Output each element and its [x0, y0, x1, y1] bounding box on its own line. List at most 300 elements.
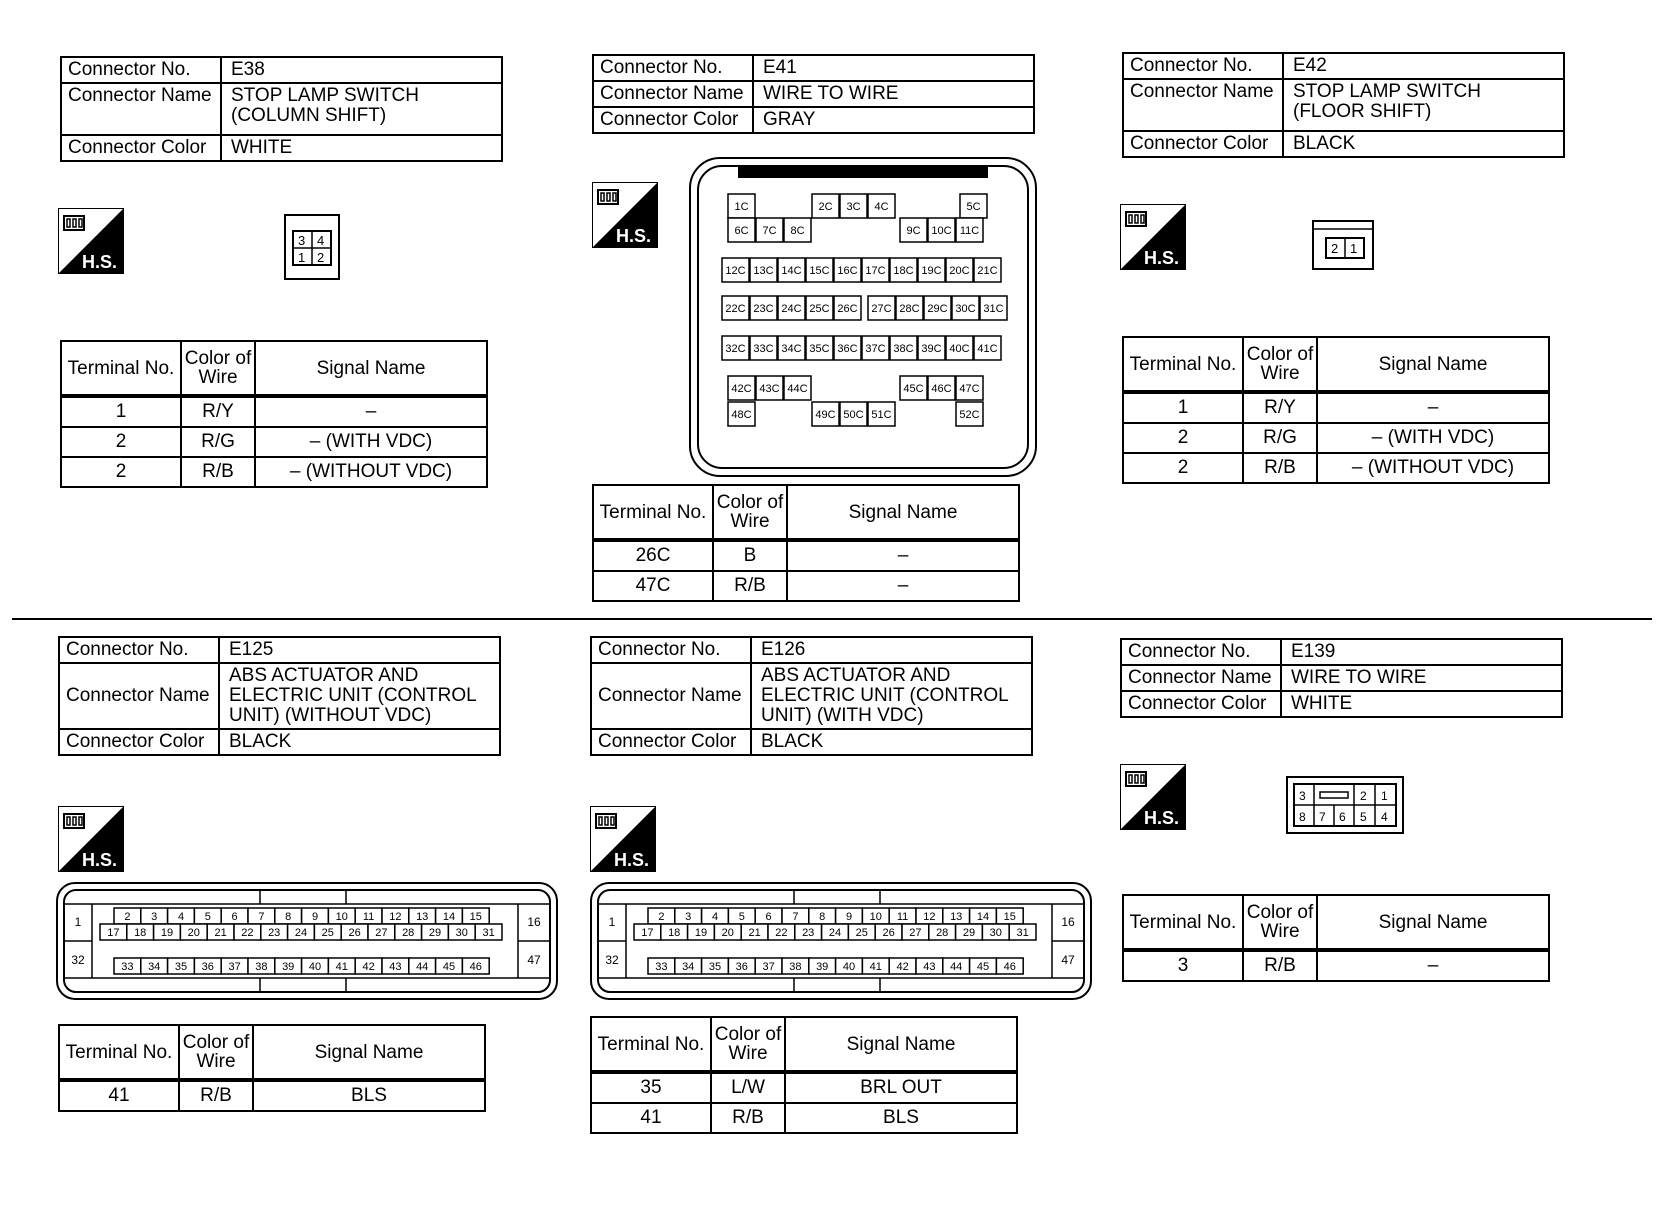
label-connector-name: Connector Name	[61, 83, 221, 135]
svg-text:H.S.: H.S.	[1144, 808, 1180, 828]
pin-cell	[806, 336, 833, 360]
pin-label: 8C	[790, 225, 805, 237]
pin-cell	[946, 336, 973, 360]
pin-label: 33	[121, 961, 134, 973]
pin-cell	[100, 924, 127, 940]
pin-cell	[924, 296, 951, 320]
connector-e139-panel	[1120, 638, 1563, 718]
pin-label: 15	[469, 911, 482, 923]
pin-cell	[221, 958, 248, 974]
pin-label: 51C	[871, 409, 892, 421]
pin-cell	[960, 194, 987, 218]
pin-label: 31	[1016, 927, 1029, 939]
section-divider	[12, 618, 1652, 620]
pin-label: 49C	[815, 409, 836, 421]
terminal-no-header: Terminal No.	[61, 341, 181, 396]
table-row: 47C R/B –	[593, 571, 1019, 601]
signal-name-header: Signal Name	[253, 1025, 485, 1080]
pin-label: 38	[255, 961, 268, 973]
connector-e41-panel	[592, 54, 1035, 134]
connector-e38-face	[284, 214, 340, 280]
pin-label: 16	[1061, 915, 1075, 929]
pin-cell	[862, 958, 889, 974]
label-connector-color: Connector Color	[1123, 131, 1283, 157]
pin-label: 11	[362, 911, 375, 923]
pin-label: 46	[1003, 961, 1016, 973]
pin-label: 41C	[977, 343, 998, 355]
pin-label: 33	[655, 961, 668, 973]
pin-label: 9C	[906, 225, 921, 237]
terminal-table-e38	[60, 340, 488, 488]
pin-cell	[916, 908, 943, 924]
pin-label: 7	[792, 911, 799, 923]
harness-side-icon	[1120, 204, 1186, 270]
pin-cell	[822, 924, 849, 940]
pin-label: 11C	[959, 225, 980, 237]
connector-e38-info	[60, 56, 503, 162]
pin-cell	[722, 258, 749, 282]
pin-cell	[889, 908, 916, 924]
pin-cell	[755, 958, 782, 974]
pin-label: 36	[735, 961, 748, 973]
pin-cell	[127, 924, 154, 940]
pin-cell	[756, 376, 783, 400]
pin-label: 13	[416, 911, 429, 923]
pin-cell	[436, 908, 463, 924]
svg-text:3: 3	[298, 233, 306, 248]
pin-label: 23	[802, 927, 815, 939]
pin-cell	[900, 218, 927, 242]
pin-cell	[302, 908, 329, 924]
table-row: 1 R/Y –	[1123, 392, 1549, 423]
connector-color-value: GRAY	[753, 107, 1034, 133]
terminal-table-e41	[592, 484, 1020, 602]
pin-cell	[154, 924, 181, 940]
pin-cell	[462, 958, 489, 974]
pin-cell	[784, 376, 811, 400]
pin-cell	[328, 958, 355, 974]
pin-cell	[355, 958, 382, 974]
pin-label: 12	[923, 911, 936, 923]
pin-label: 43	[389, 961, 402, 973]
svg-text:2: 2	[1360, 789, 1367, 803]
pin-cell	[728, 194, 755, 218]
pin-cell	[836, 908, 863, 924]
pin-label: 5	[204, 911, 211, 923]
pin-label: 30	[455, 927, 468, 939]
connector-no-value: E42	[1283, 53, 1564, 79]
pin-cell	[848, 924, 875, 940]
pin-label: 29	[962, 927, 976, 939]
pin-cell	[675, 958, 702, 974]
name-line: ABS ACTUATOR AND	[229, 665, 419, 686]
pin-label: 47	[1061, 953, 1075, 967]
pin-label: 9	[311, 911, 319, 923]
label-connector-no: Connector No.	[59, 637, 219, 663]
pin-label: 5C	[966, 201, 981, 213]
pin-label: 3	[151, 911, 158, 923]
svg-text:4: 4	[317, 233, 325, 248]
terminal-table-e42	[1122, 336, 1550, 484]
pin-cell	[728, 218, 755, 242]
pin-cell	[382, 958, 409, 974]
signal-name-header: Signal Name	[785, 1017, 1017, 1072]
svg-text:2: 2	[1331, 241, 1339, 256]
pin-label: 35C	[809, 343, 830, 355]
pin-cell	[275, 958, 302, 974]
pin-cell	[834, 258, 861, 282]
pin-cell	[728, 402, 755, 426]
name-line: STOP LAMP SWITCH	[231, 85, 419, 106]
pin-cell	[702, 958, 729, 974]
connector-name-value: WIRE TO WIRE	[1281, 665, 1562, 691]
connector-e139-face	[1286, 776, 1404, 834]
pin-cell	[448, 924, 475, 940]
pin-label: 19	[160, 927, 174, 939]
pin-cell	[114, 958, 141, 974]
pin-cell	[784, 218, 811, 242]
pin-label: 4	[711, 911, 719, 923]
pin-label: 22C	[725, 303, 746, 315]
pin-cell	[868, 296, 895, 320]
connector-name-value: WIRE TO WIRE	[753, 81, 1034, 107]
pin-cell	[248, 958, 275, 974]
pin-cell	[168, 958, 195, 974]
pin-cell	[382, 908, 409, 924]
pin-cell	[943, 908, 970, 924]
wire-color-header: Color of Wire	[711, 1017, 785, 1072]
pin-label: 34C	[781, 343, 802, 355]
connector-no-value: E41	[753, 55, 1034, 81]
svg-text:H.S.: H.S.	[1144, 248, 1180, 268]
connector-e38-panel	[60, 56, 503, 162]
name-line: (FLOOR SHIFT)	[1293, 101, 1432, 122]
label-connector-color: Connector Color	[1121, 691, 1281, 717]
svg-text:5: 5	[1360, 810, 1367, 824]
pin-label: 1	[608, 915, 616, 929]
pin-label: 6	[231, 911, 238, 923]
connector-name-value	[219, 663, 500, 729]
pin-label: 37	[762, 961, 775, 973]
pin-label: 39	[816, 961, 829, 973]
connector-e41-face	[688, 156, 1038, 478]
connector-no-value: E139	[1281, 639, 1562, 665]
table-row: 41 R/B BLS	[59, 1080, 485, 1111]
pin-cell	[180, 924, 207, 940]
name-line: STOP LAMP SWITCH	[1293, 81, 1481, 102]
pin-label: 45C	[903, 383, 924, 395]
svg-text:H.S.: H.S.	[82, 850, 118, 870]
wire-color-header: Color of Wire	[181, 341, 255, 396]
pin-cell	[809, 908, 836, 924]
pin-label: 40	[308, 961, 322, 973]
pin-cell	[980, 296, 1007, 320]
pin-label: 9	[845, 911, 853, 923]
pin-cell	[436, 958, 463, 974]
pin-cell	[302, 958, 329, 974]
pin-cell	[288, 924, 315, 940]
pin-cell	[806, 258, 833, 282]
terminal-table-e139	[1122, 894, 1550, 982]
pin-cell	[688, 924, 715, 940]
harness-side-icon	[58, 806, 124, 872]
svg-text:7: 7	[1319, 810, 1326, 824]
pin-cell	[409, 908, 436, 924]
pin-label: 32	[605, 953, 619, 967]
pin-label: 18	[668, 927, 681, 939]
pin-cell	[341, 924, 368, 940]
pin-label: 17C	[865, 265, 886, 277]
pin-cell	[834, 336, 861, 360]
pin-label: 27C	[871, 303, 892, 315]
pin-cell	[756, 218, 783, 242]
pin-label: 26	[348, 927, 361, 939]
connector-name-value	[751, 663, 1032, 729]
pin-label: 32	[71, 953, 85, 967]
pin-label: 16	[527, 915, 541, 929]
pin-label: 13C	[753, 265, 774, 277]
pin-label: 10	[869, 911, 882, 923]
pin-label: 28	[402, 927, 415, 939]
pin-cell	[996, 958, 1023, 974]
pin-cell	[946, 258, 973, 282]
pin-cell	[648, 908, 675, 924]
wire-color-header: Color of Wire	[1243, 895, 1317, 950]
pin-cell	[675, 908, 702, 924]
pin-cell	[974, 258, 1001, 282]
pin-cell	[409, 958, 436, 974]
table-row: 2 R/B – (WITHOUT VDC)	[61, 457, 487, 487]
label-connector-name: Connector Name	[1121, 665, 1281, 691]
pin-cell	[194, 958, 221, 974]
terminal-no-header: Terminal No.	[59, 1025, 179, 1080]
table-row: 3 R/B –	[1123, 950, 1549, 981]
pin-label: 12	[389, 911, 402, 923]
pin-cell	[806, 296, 833, 320]
pin-cell	[916, 958, 943, 974]
terminal-table-e126	[590, 1016, 1018, 1134]
pin-label: 32C	[725, 343, 746, 355]
pin-cell	[634, 924, 661, 940]
pin-cell	[862, 336, 889, 360]
pin-label: 44	[950, 961, 963, 973]
terminal-no-header: Terminal No.	[1123, 337, 1243, 392]
connector-color-value: WHITE	[1281, 691, 1562, 717]
connector-e42-face	[1312, 220, 1374, 270]
table-row: 1 R/Y –	[61, 396, 487, 427]
pin-label: 52C	[959, 409, 980, 421]
svg-text:H.S.: H.S.	[82, 252, 118, 272]
signal-name-header: Signal Name	[787, 485, 1019, 540]
pin-label: 24	[294, 927, 308, 939]
pin-cell	[750, 296, 777, 320]
pin-label: 42	[362, 961, 375, 973]
pin-cell	[928, 376, 955, 400]
pin-cell	[741, 924, 768, 940]
pin-label: 25	[321, 927, 334, 939]
pin-label: 26C	[837, 303, 858, 315]
pin-label: 28C	[899, 303, 920, 315]
harness-side-icon	[1120, 764, 1186, 830]
label-connector-name: Connector Name	[593, 81, 753, 107]
connector-no-value: E38	[221, 57, 502, 83]
label-connector-no: Connector No.	[591, 637, 751, 663]
pin-cell	[722, 296, 749, 320]
pin-cell	[768, 924, 795, 940]
pin-label: 38	[789, 961, 802, 973]
pin-label: 12C	[725, 265, 746, 277]
pin-label: 39	[282, 961, 295, 973]
pin-cell	[750, 336, 777, 360]
pin-cell	[889, 958, 916, 974]
pin-cell	[952, 296, 979, 320]
signal-name-header: Signal Name	[1317, 337, 1549, 392]
pin-label: 21	[214, 927, 227, 939]
pin-label: 25C	[809, 303, 830, 315]
connector-name-value	[221, 83, 502, 135]
pin-label: 31C	[983, 303, 1004, 315]
connector-e125-info	[58, 636, 501, 756]
name-line: UNIT) (WITHOUT VDC)	[229, 705, 432, 726]
pin-label: 6C	[734, 225, 749, 237]
pin-label: 2	[658, 911, 665, 923]
pin-cell	[974, 336, 1001, 360]
pin-cell	[314, 924, 341, 940]
pin-cell	[778, 296, 805, 320]
pin-cell	[890, 336, 917, 360]
svg-text:1: 1	[1381, 789, 1388, 803]
pin-label: 24C	[781, 303, 802, 315]
pin-label: 29C	[927, 303, 948, 315]
svg-text:6: 6	[1339, 810, 1346, 824]
pin-cell	[795, 924, 822, 940]
pin-cell	[750, 258, 777, 282]
pin-cell	[368, 924, 395, 940]
pin-label: 22	[241, 927, 254, 939]
pin-label: 28	[936, 927, 949, 939]
pin-cell	[918, 258, 945, 282]
svg-text:3: 3	[1299, 789, 1306, 803]
pin-label: 6	[765, 911, 772, 923]
pin-cell	[648, 958, 675, 974]
pin-cell	[248, 908, 275, 924]
connector-no-value: E126	[751, 637, 1032, 663]
pin-label: 8	[819, 911, 826, 923]
pin-label: 23	[268, 927, 281, 939]
connector-no-value: E125	[219, 637, 500, 663]
connector-e41-info	[592, 54, 1035, 134]
pin-cell	[890, 258, 917, 282]
wire-color-header: Color of Wire	[1243, 337, 1317, 392]
pin-cell	[728, 908, 755, 924]
label-connector-no: Connector No.	[61, 57, 221, 83]
pin-label: 10C	[931, 225, 952, 237]
pin-label: 48C	[731, 409, 752, 421]
pin-label: 15C	[809, 265, 830, 277]
pin-label: 5	[738, 911, 745, 923]
pin-label: 39C	[921, 343, 942, 355]
pin-cell	[114, 908, 141, 924]
name-line: ELECTRIC UNIT (CONTROL	[761, 685, 1009, 706]
pin-label: 38C	[893, 343, 914, 355]
svg-text:H.S.: H.S.	[616, 226, 652, 246]
pin-cell	[355, 908, 382, 924]
pin-label: 37	[228, 961, 241, 973]
label-connector-no: Connector No.	[1123, 53, 1283, 79]
pin-cell	[422, 924, 449, 940]
pin-cell	[462, 908, 489, 924]
terminal-table-e125	[58, 1024, 486, 1112]
pin-label: 4	[177, 911, 185, 923]
pin-cell	[868, 402, 895, 426]
pin-label: 23C	[753, 303, 774, 315]
pin-cell	[234, 924, 261, 940]
pin-label: 43	[923, 961, 936, 973]
pin-cell	[868, 194, 895, 218]
pin-label: 37C	[865, 343, 886, 355]
pin-cell	[755, 908, 782, 924]
connector-e125-face	[56, 882, 558, 1000]
pin-label: 3C	[846, 201, 861, 213]
harness-side-icon	[58, 208, 124, 274]
pin-label: 36C	[837, 343, 858, 355]
pin-cell	[929, 924, 956, 940]
wire-color-header: Color of Wire	[179, 1025, 253, 1080]
pin-label: 30C	[955, 303, 976, 315]
pin-cell	[956, 402, 983, 426]
signal-name-header: Signal Name	[255, 341, 487, 396]
pin-cell	[207, 924, 234, 940]
pin-label: 8	[285, 911, 292, 923]
pin-cell	[809, 958, 836, 974]
pin-label: 34	[148, 961, 161, 973]
pin-cell	[862, 258, 889, 282]
pin-cell	[996, 908, 1023, 924]
pin-cell	[475, 924, 502, 940]
harness-side-icon	[590, 806, 656, 872]
pin-cell	[782, 908, 809, 924]
pin-label: 45	[976, 961, 990, 973]
pin-cell	[970, 908, 997, 924]
pin-label: 30	[989, 927, 1002, 939]
pin-label: 1C	[734, 201, 749, 213]
connector-color-value: BLACK	[1283, 131, 1564, 157]
pin-label: 1	[74, 915, 82, 929]
pin-cell	[141, 908, 168, 924]
pin-label: 20	[187, 927, 200, 939]
pin-label: 44	[416, 961, 429, 973]
pin-label: 35	[708, 961, 722, 973]
pin-label: 20C	[949, 265, 970, 277]
signal-name-header: Signal Name	[1317, 895, 1549, 950]
pin-label: 16C	[837, 265, 858, 277]
pin-cell	[840, 194, 867, 218]
label-connector-name: Connector Name	[591, 663, 751, 729]
pin-cell	[328, 908, 355, 924]
pin-label: 19	[694, 927, 708, 939]
pin-cell	[812, 194, 839, 218]
name-line: ELECTRIC UNIT (CONTROL	[229, 685, 477, 706]
pin-label: 14	[976, 911, 990, 923]
table-row: 26C B –	[593, 540, 1019, 571]
pin-label: 40	[842, 961, 856, 973]
pin-cell	[875, 924, 902, 940]
pin-label: 15	[1003, 911, 1016, 923]
pin-label: 24	[828, 927, 842, 939]
terminal-no-header: Terminal No.	[591, 1017, 711, 1072]
pin-label: 17	[107, 927, 120, 939]
pin-label: 14C	[781, 265, 802, 277]
